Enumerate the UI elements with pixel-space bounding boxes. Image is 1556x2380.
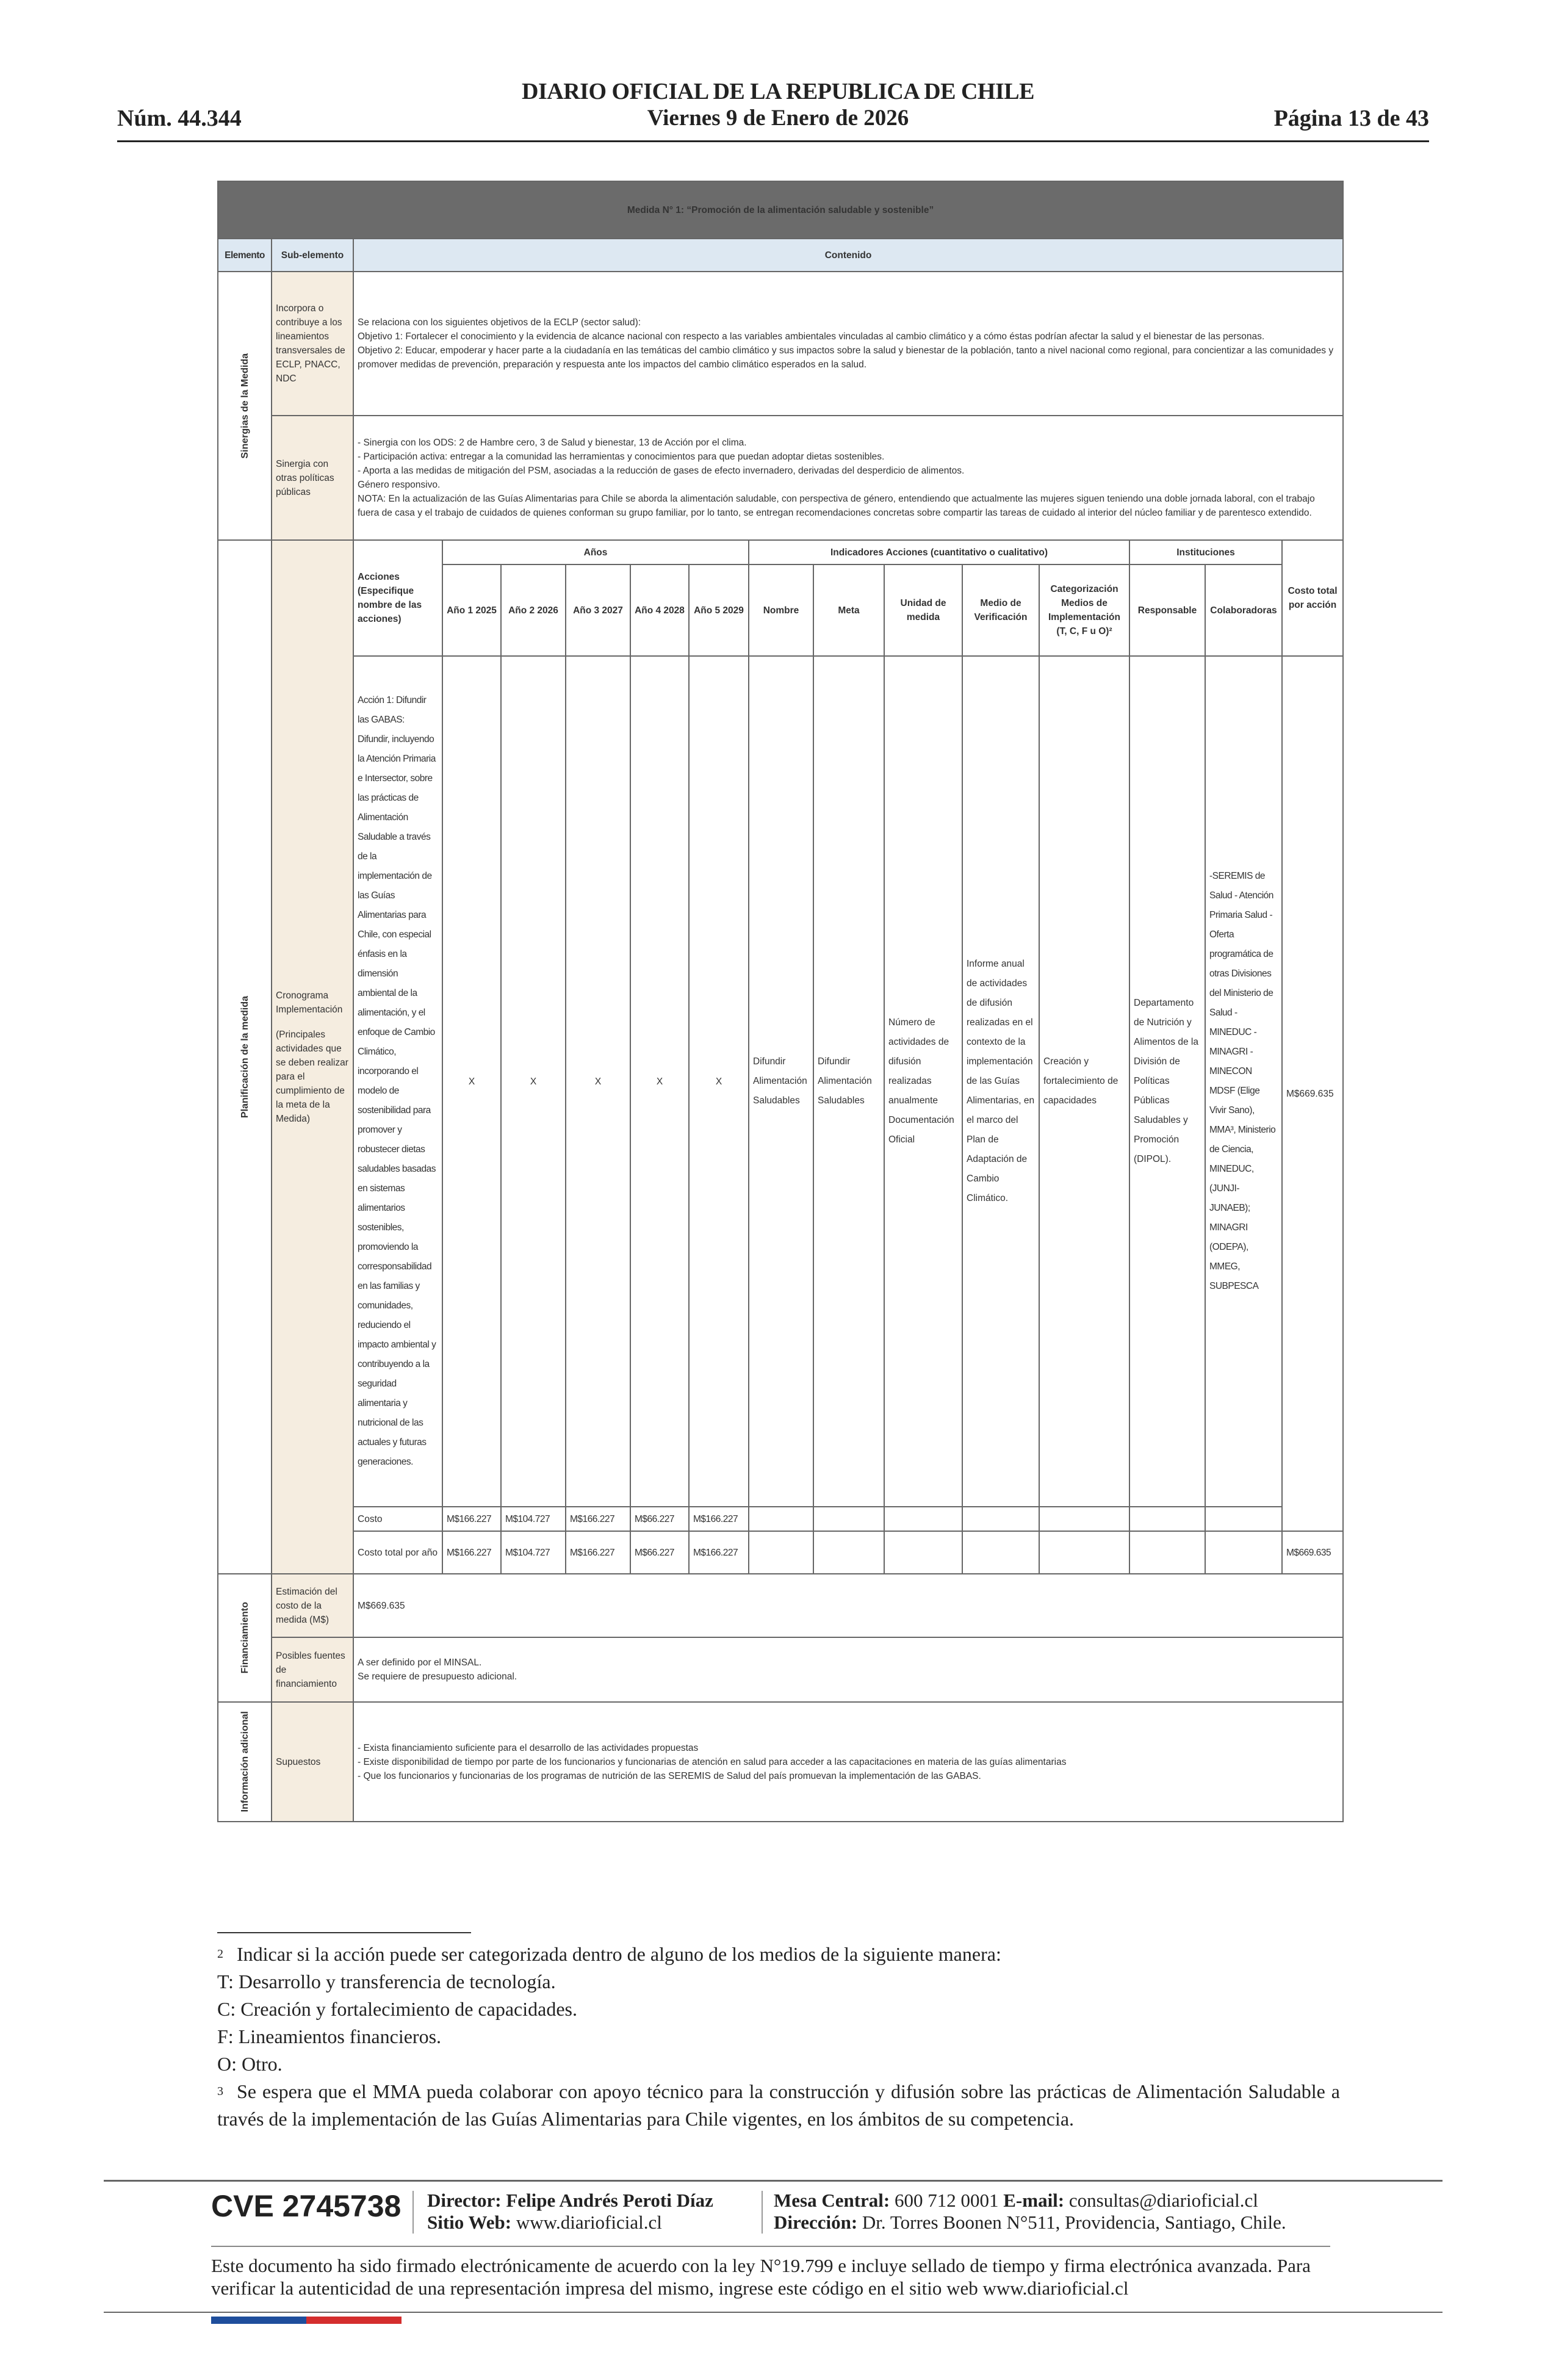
content-line: - Aporta a las medidas de mitigación del PSM, asociadas a la reducción de gases de efecto invernadero, derivadas del desperdicio de alimentos. [358, 466, 965, 476]
footer-separator [412, 2191, 414, 2234]
content-line: NOTA: En la actualización de las Guías Alimentarias para Chile se aborda la alimentación saludable, con perspectiva de género, entendiendo que actualmente las mujeres siguen teniendo una doble jornada laboral, con el trabajo fuera de casa y el trabajo de cuidados de quienes conforman su grupo familiar, por lo tanto, se entregan recomendaciones concretas sobre compartir las tareas de cuidado al interior del núcleo familiar y de parentesco extendido. [358, 494, 1315, 518]
header-anos: Años [442, 540, 749, 564]
masthead [366, 78, 1190, 132]
empty-cell [884, 1507, 962, 1531]
costo-total-year-3: M$166.227 [566, 1531, 630, 1574]
header-indicadores: Indicadores Acciones (cuantitativo o cualitativo) [749, 540, 1129, 564]
empty-cell [1039, 1507, 1129, 1531]
costo-year-3: M$166.227 [566, 1507, 630, 1531]
subelement-estimacion: Estimación del costo de la medida (M$) [272, 1574, 353, 1637]
costo-total-year-1: M$166.227 [442, 1531, 501, 1574]
empty-cell [749, 1531, 813, 1574]
footnotes [217, 1941, 1340, 2133]
indicador-unidad: Número de actividades de difusión realizadas anualmente Documentación Oficial [884, 656, 962, 1507]
content-line: Objetivo 1: Fortalecer el conocimiento y la evidencia de alcance nacional con respecto a las variables ambientales vinculadas al cambio climático y a cómo éstas podrían afectar la salud y el bienestar de las personas. [358, 331, 1265, 342]
element-planificacion [218, 540, 272, 1574]
flag-red-bar [306, 2317, 402, 2324]
footer-director [427, 2190, 713, 2234]
footnote-marker: 2 [217, 1947, 223, 1961]
content-line: - Existe disponibilidad de tiempo por parte de los funcionarios y funcionarias de atención en salud para acceder a las capacitaciones en materia de las guías alimentarias [358, 1756, 1067, 1767]
empty-cell [813, 1531, 884, 1574]
empty-cell [962, 1507, 1039, 1531]
header-categorizacion: Categorización Medios de Implementación (T, C, F u O)² [1039, 564, 1129, 656]
header-year-4: Año 4 2028 [630, 564, 689, 656]
content-line: A ser definido por el MINSAL. [358, 1657, 482, 1668]
footnote-rule [217, 1932, 471, 1933]
footer-rule [104, 2180, 1443, 2182]
empty-cell [1205, 1531, 1282, 1574]
indicador-categorizacion: Creación y fortalecimiento de capacidades [1039, 656, 1129, 1507]
header-rule [117, 140, 1429, 142]
header-costo-total: Costo total por acción [1282, 540, 1343, 656]
subelement-label: Cronograma Implementación [276, 990, 343, 1015]
year-mark: X [566, 656, 630, 1507]
empty-cell [1205, 1507, 1282, 1531]
header-year-5: Año 5 2029 [689, 564, 749, 656]
costo-total: M$669.635 [1282, 1531, 1343, 1574]
footnote-2 [217, 1941, 1340, 1968]
content-line: - Exista financiamiento suficiente para el desarrollo de las actividades propuestas [358, 1742, 699, 1753]
subelement-fuentes: Posibles fuentes de financiamiento [272, 1637, 353, 1702]
content-line: Objetivo 2: Educar, empoderar y hacer parte a la ciudadanía en las temáticas del cambio climático y sus impactos sobre la salud y bienestar de la población, tanto a nivel nacional como regional, para concientizar a las comunidades y promover medidas de prevención, preparación y respuesta ante los impactos del cambio climático esperados en la salud. [358, 345, 1334, 370]
subelement-supuestos: Supuestos [272, 1702, 353, 1822]
col-header-content: Contenido [353, 239, 1343, 272]
costo-year-1: M$166.227 [442, 1507, 501, 1531]
year-mark: X [442, 656, 501, 1507]
element-label: Sinergias de la Medida [239, 353, 250, 459]
issue-date: Viernes 9 de Enero de 2026 [647, 106, 909, 131]
header-year-2: Año 2 2026 [501, 564, 566, 656]
subelement-lineamientos: Incorpora o contribuye a los lineamientos transversales de ECLP, PNACC, NDC [272, 272, 353, 416]
empty-cell [884, 1531, 962, 1574]
costo-total-year-4: M$66.227 [630, 1531, 689, 1574]
content-line: - Sinergia con los ODS: 2 de Hambre cero, 3 de Salud y bienestar, 13 de Acción por el clima. [358, 438, 747, 448]
costo-total-year-5: M$166.227 [689, 1531, 749, 1574]
year-mark: X [630, 656, 689, 1507]
web-link[interactable]: www.diarioficial.cl [516, 2212, 662, 2233]
footer-separator [762, 2191, 763, 2234]
costo-year-2: M$104.727 [501, 1507, 566, 1531]
element-label: Financiamiento [239, 1602, 250, 1674]
subelement-note: (Principales actividades que se deben realizar para el cumplimiento de la meta de la Medida) [276, 1029, 348, 1124]
header-year-1: Año 1 2025 [442, 564, 501, 656]
empty-cell [1039, 1531, 1129, 1574]
institucion-responsable: Departamento de Nutrición y Alimentos de la División de Políticas Públicas Saludables y Promoción (DIPOL). [1129, 656, 1205, 1507]
direccion-value: Dr. Torres Boonen N°511, Providencia, Santiago, Chile. [862, 2212, 1286, 2233]
director-name: Felipe Andrés Peroti Díaz [506, 2190, 713, 2211]
footnote-item: O: Otro. [217, 2053, 283, 2075]
footer-rule [211, 2246, 1330, 2247]
content-sinergia-politicas [353, 416, 1343, 540]
newspaper-title: DIARIO OFICIAL DE LA REPUBLICA DE CHILE [522, 79, 1034, 104]
content-line: Se relaciona con los siguientes objetivos de la ECLP (sector salud): [358, 317, 641, 328]
header-responsable: Responsable [1129, 564, 1205, 656]
content-supuestos [353, 1702, 1343, 1822]
content-line: Se requiere de presupuesto adicional. [358, 1671, 517, 1682]
web-label: Sitio Web: [427, 2212, 512, 2233]
subelement-cronograma [272, 540, 353, 1574]
mesa-label: Mesa Central: [774, 2190, 890, 2211]
costo-year-4: M$66.227 [630, 1507, 689, 1531]
header-meta: Meta [813, 564, 884, 656]
footer-contact [774, 2190, 1286, 2234]
costo-accion: M$669.635 [1282, 656, 1343, 1531]
mesa-phone: 600 712 0001 [895, 2190, 999, 2211]
col-header-element: Elemento [218, 239, 272, 272]
indicador-medio: Informe anual de actividades de difusión realizadas en el contexto de la implementación de las Guías Alimentarias, en el marco del Plan de Adaptación de Cambio Climático. [962, 656, 1039, 1507]
empty-cell [813, 1507, 884, 1531]
element-financiamiento [218, 1574, 272, 1702]
cve-code: CVE 2745738 [211, 2189, 402, 2223]
footnote-item: C: Creación y fortalecimiento de capacidades. [217, 1998, 577, 2020]
page-number: Página 13 de 43 [1273, 106, 1429, 131]
indicador-nombre: Difundir Alimentación Saludables [749, 656, 813, 1507]
legal-notice: Este documento ha sido firmado electrónicamente de acuerdo con la ley N°19.799 e incluye sellado de tiempo y firma electrónica avanzada. Para verificar la autenticidad de una representación impresa del mismo, ingrese este código en el sitio web www.diarioficial.cl [211, 2255, 1311, 2299]
institucion-colaboradoras: -SEREMIS de Salud - Atención Primaria Salud - Oferta programática de otras Divisiones del Ministerio de Salud - MINEDUC - MINAGRI - MINECON MDSF (Elige Vivir Sano), MMA³, Ministerio de Ciencia, MINEDUC, (JUNJI-JUNAEB); MINAGRI (ODEPA), MMEG, SUBPESCA [1205, 656, 1282, 1507]
direccion-label: Dirección: [774, 2212, 858, 2233]
indicador-meta: Difundir Alimentación Saludables [813, 656, 884, 1507]
issue-number: Núm. 44.344 [117, 106, 242, 131]
measure-table [217, 181, 1340, 1822]
costo-total-label: Costo total por año [353, 1531, 442, 1574]
costo-year-5: M$166.227 [689, 1507, 749, 1531]
year-mark: X [501, 656, 566, 1507]
accion-1: Acción 1: Difundir las GABAS: Difundir, incluyendo la Atención Primaria e Intersector, sobre las prácticas de Alimentación Saludable a través de la implementación de las Guías Alimentarias para Chile, con especial énfasis en la dimensión ambiental de la alimentación, y el enfoque de Cambio Climático, incorporando el modelo de sostenibilidad para promover y robustecer dietas saludables basadas en sistemas alimentarios sostenibles, promoviendo la corresponsabilidad en las familias y comunidades, reduciendo el impacto ambiental y contribuyendo a la seguridad alimentaria y nutricional de las actuales y futuras generaciones. [353, 656, 442, 1507]
content-fuentes [353, 1637, 1343, 1702]
footnote-3 [217, 2078, 1340, 2133]
director-label: Director: [427, 2190, 502, 2211]
header-colaboradoras: Colaboradoras [1205, 564, 1282, 656]
empty-cell [1129, 1507, 1205, 1531]
footnote-marker: 3 [217, 2085, 223, 2098]
element-label: Información adicional [239, 1711, 250, 1812]
header-acciones: Acciones (Especifique nombre de las acciones) [353, 540, 442, 656]
header-year-3: Año 3 2027 [566, 564, 630, 656]
subelement-sinergia-politicas: Sinergia con otras políticas públicas [272, 416, 353, 540]
header-unidad: Unidad de medida [884, 564, 962, 656]
content-line: - Participación activa: entregar a la comunidad las herramientas y conocimientos para que puedan adoptar dietas sostenibles. [358, 452, 885, 462]
element-label: Planificación de la medida [239, 995, 250, 1119]
table-title: Medida N° 1: “Promoción de la alimentación saludable y sostenible” [218, 181, 1343, 239]
costo-total-year-2: M$104.727 [501, 1531, 566, 1574]
footnote-text: Indicar si la acción puede ser categorizada dentro de alguno de los medios de la siguiente manera: [237, 1943, 1001, 1965]
content-objetivos [353, 272, 1343, 416]
email-label: E-mail: [1003, 2190, 1065, 2211]
content-line: - Que los funcionarios y funcionarias de los programas de nutrición de las SEREMIS de Salud del país promuevan la implementación de las GABAS. [358, 1770, 981, 1781]
footnote-text: Se espera que el MMA pueda colaborar con apoyo técnico para la construcción y difusión sobre las prácticas de Alimentación Saludable a través de la implementación de las Guías Alimentarias para Chile vigentes, en los ámbitos de su competencia. [217, 2080, 1340, 2130]
content-line: Género responsivo. [358, 480, 441, 490]
empty-cell [962, 1531, 1039, 1574]
footer-rule [104, 2312, 1443, 2313]
footnote-item: T: Desarrollo y transferencia de tecnología. [217, 1971, 556, 1992]
empty-cell [1129, 1531, 1205, 1574]
flag-stripe [211, 2317, 402, 2324]
costo-label: Costo [353, 1507, 442, 1531]
empty-cell [749, 1507, 813, 1531]
email-link[interactable]: consultas@diarioficial.cl [1068, 2190, 1258, 2211]
footnote-item: F: Lineamientos financieros. [217, 2025, 442, 2047]
element-sinergias [218, 272, 272, 540]
header-instituciones: Instituciones [1129, 540, 1282, 564]
flag-blue-bar [211, 2317, 306, 2324]
year-mark: X [689, 656, 749, 1507]
col-header-subelement: Sub-elemento [272, 239, 353, 272]
header-medio: Medio de Verificación [962, 564, 1039, 656]
element-info-adicional [218, 1702, 272, 1822]
content-estimacion: M$669.635 [353, 1574, 1343, 1637]
header-nombre: Nombre [749, 564, 813, 656]
